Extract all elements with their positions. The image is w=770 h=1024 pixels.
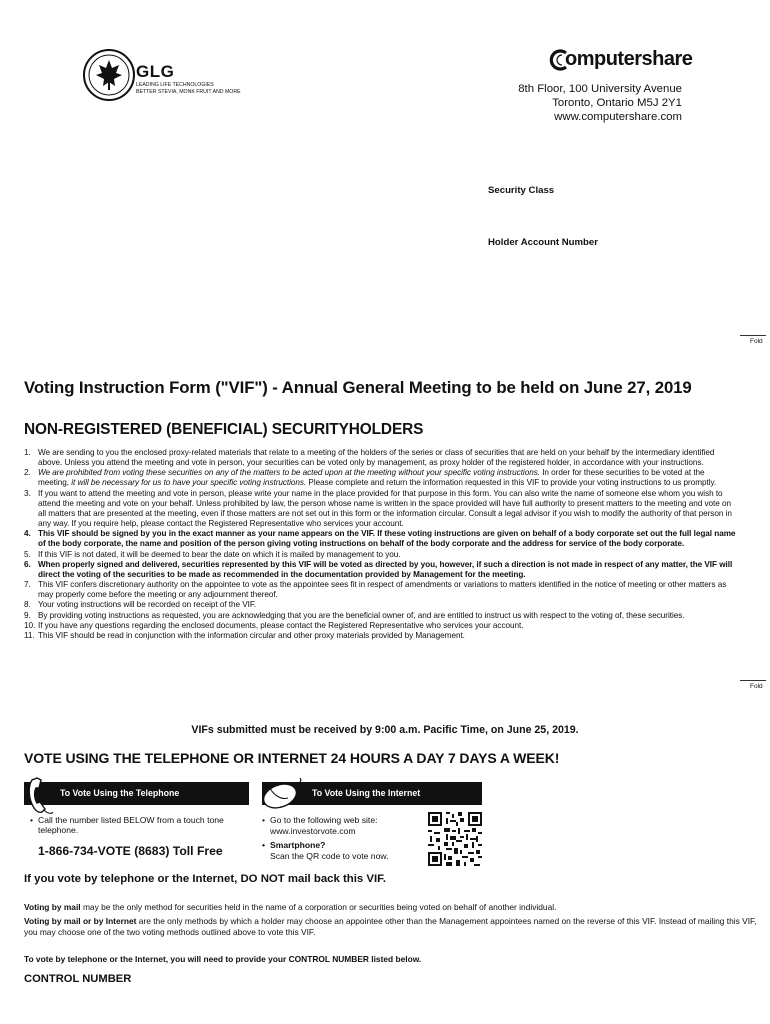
internet-instruction: • Go to the following web site:	[262, 815, 378, 825]
instruction-item: 11. This VIF should be read in conjunction with the information circular and other proxy materials provided by Management.	[24, 630, 465, 640]
smartphone-heading: • Smartphone?	[262, 840, 326, 850]
submission-deadline: VIFs submitted must be received by 9:00 a.m. Pacific Time, on June 25, 2019.	[191, 724, 579, 736]
glg-seal-icon	[82, 48, 136, 102]
do-not-mail-notice: If you vote by telephone or the Internet, DO NOT mail back this VIF.	[24, 873, 387, 885]
glg-name: GLG	[136, 62, 175, 81]
computershare-address	[518, 83, 682, 124]
instruction-item: 8. Your voting instructions will be recorded on receipt of the VIF.	[24, 600, 257, 610]
smartphone-instruction: Scan the QR code to vote now.	[270, 851, 389, 861]
vote-heading: VOTE USING THE TELEPHONE OR INTERNET 24 HOURS A DAY 7 DAYS A WEEK!	[24, 750, 560, 766]
holder-account-number-label: Holder Account Number	[488, 237, 598, 248]
instruction-item: 3. If you want to attend the meeting and vote in person, please write your name in the place provided for that purpose in this form. You can also write the name of someone else whom you wish to attend the meeting and vote on your behalf. Unless prohibited by law, the person whose name is written in the space provided will have full authority to present matters to the meeting and vote on all matters that are presented at the meeting, even if those matters are not set out in this form or the information circular. Consult a legal advisor if you wish to modify the authority of that person in any way. If you require help, please contact the Registered Representative who services your account.	[24, 488, 732, 529]
internet-url[interactable]: www.investorvote.com	[270, 826, 356, 836]
instruction-item: 10. If you have any questions regarding the enclosed documents, please contact the Registered Representative who services your account.	[24, 620, 524, 630]
computershare-logo	[548, 48, 693, 74]
instruction-item: 4. This VIF should be signed by you in the exact manner as your name appears on the VIF. If these voting instructions are given on behalf of a body corporate set out the full legal name of the body corporate, the name and position of the person giving voting instructions on behalf of the body corporate and the address for service of the body corporate.	[24, 529, 736, 549]
mail-paragraph-1: Voting by mail may be the only method for securities held in the name of a corporation or securities being voted on behalf of another individual.	[24, 902, 557, 912]
glg-tagline-1: LEADING LIFE TECHNOLOGIES	[136, 82, 214, 88]
computershare-name: omputershare	[565, 48, 693, 70]
glg-tagline-2: BETTER STEVIA, MONK FRUIT AND MORE	[136, 89, 241, 95]
instruction-item: 1. We are sending to you the enclosed proxy-related materials that relate to a meeting of the holders of the series or class of securities that are held on your behalf by the intermediary identified above. Unless you attend the meeting and vote in person, your securities can be voted only by management, as proxy holder of the registered holder, in accordance with your instructions.	[24, 448, 715, 468]
address-line-1: 8th Floor, 100 University Avenue	[518, 83, 682, 95]
instruction-list	[24, 448, 736, 641]
instruction-item: 2. We are prohibited from voting these securities on any of the matters to be acted upon at the meeting without your specific voting instructions. In order for these securities to be voted at the meeting, it will be necessary for us to have your specific voting instructions. Please complete and return the information requested in this VIF to provide your voting instructions to us promptly.	[24, 468, 717, 488]
telephone-instruction: • Call the number listed BELOW from a touch tone telephone.	[30, 815, 224, 836]
form-title: Voting Instruction Form ("VIF") - Annual General Meeting to be held on June 27, 2019	[24, 378, 692, 397]
form-subtitle: NON-REGISTERED (BENEFICIAL) SECURITYHOLDERS	[24, 421, 424, 438]
glg-logo	[82, 48, 252, 110]
telephone-vote-bar: To Vote Using the Telephone	[24, 782, 249, 805]
phone-handset-icon	[26, 776, 54, 816]
telephone-number: 1-866-734-VOTE (8683) Toll Free	[38, 844, 223, 858]
fold-mark-top: Fold	[750, 338, 770, 345]
mail-paragraph-2: Voting by mail or by Internet are the only methods by which a holder may choose an appointee other than the Management appointees named on the reverse of this VIF. Instead of mailing this VIF, you may choose one of the two voting methods outlined above to vote this VIF.	[24, 916, 757, 937]
instruction-item: 7. This VIF confers discretionary authority on the appointee to vote as the appointee sees fit in respect of amendments or variations to matters identified in the notice of meeting or other matters as may properly come before the meeting or any adjournment thereof.	[24, 580, 727, 600]
control-number-label: CONTROL NUMBER	[24, 973, 132, 985]
qr-code-icon[interactable]	[428, 812, 482, 866]
address-line-2: Toronto, Ontario M5J 2Y1	[552, 96, 682, 109]
address-website: www.computershare.com	[554, 110, 682, 123]
computer-mouse-icon	[256, 776, 306, 814]
control-number-note: To vote by telephone or the Internet, you will need to provide your CONTROL NUMBER listed below.	[24, 954, 422, 964]
fold-mark-bottom: Fold	[750, 683, 770, 690]
instruction-item: 5. If this VIF is not dated, it will be deemed to bear the date on which it is mailed by management to you.	[24, 549, 401, 559]
internet-vote-bar: To Vote Using the Internet	[262, 782, 482, 805]
instruction-item: 6. When properly signed and delivered, securities represented by this VIF will be voted as directed by you, however, if such a direction is not made in respect of any matter, the VIF will direct the voting of the securities to be made as recommended in the documentation provided by Management for the meeting.	[24, 559, 733, 579]
instruction-item: 9. By providing voting instructions as requested, you are acknowledging that you are the beneficial owner of, and are entitled to instruct us with respect to the voting of, these securities.	[24, 610, 685, 620]
security-class-label: Security Class	[488, 185, 555, 196]
